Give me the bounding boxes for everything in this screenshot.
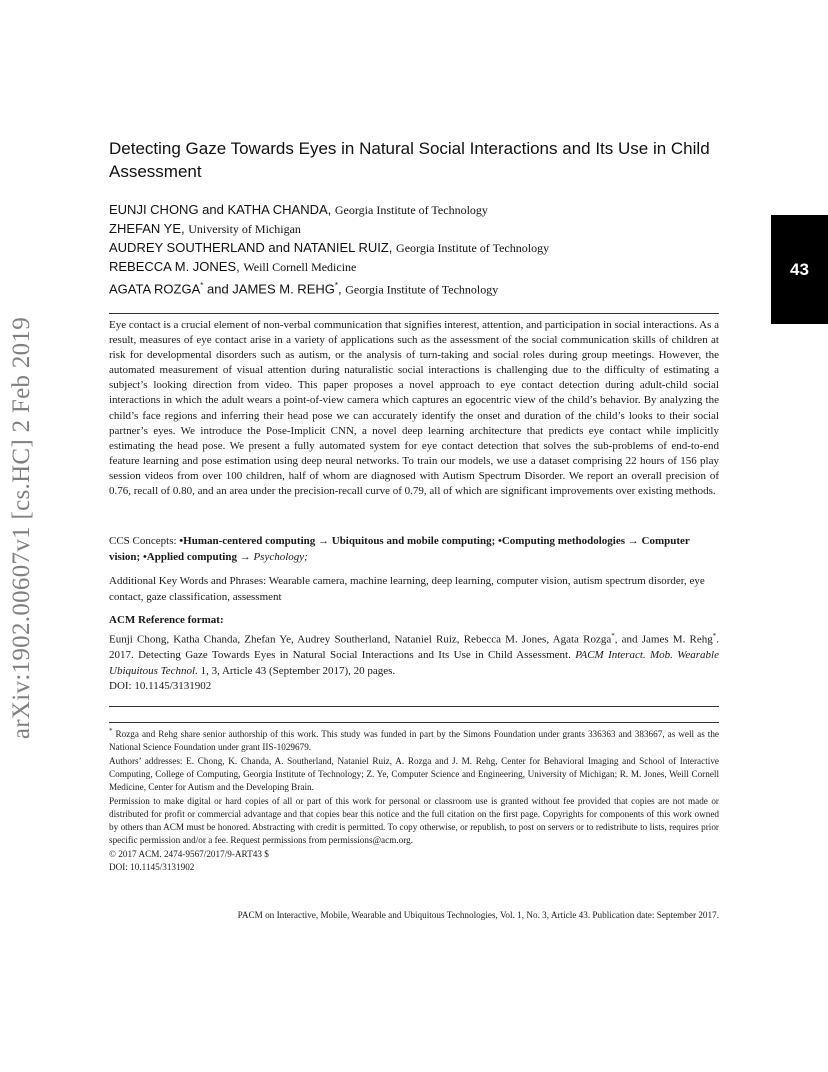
author-list: [109, 200, 719, 295]
author-line: [109, 257, 719, 276]
author-affiliation: Weill Cornell Medicine: [243, 260, 357, 274]
keywords: Additional Key Words and Phrases: Wearable camera, machine learning, deep learning, computer vision, autism spectrum disorder, eye contact, gaze classification, assessment: [109, 575, 705, 603]
paper-title: Detecting Gaze Towards Eyes in Natural Social Interactions and Its Use in Child Assessment: [109, 139, 710, 181]
abstract: Eye contact is a crucial element of non-verbal communication that signifies interest, attention, and participation in social interactions. As a result, measures of eye contact arise in a variety of applications such as the assessment of the social communication skills of children at risk for developmental disorders such as autism, or the analysis of turn-taking and social roles during group meetings. However, the automated measurement of visual attention during naturalistic social interactions is challenging due to the difficulty of estimating a subject’s looking direction from video. This paper proposes a novel approach to eye contact detection during adult-child social interactions in which the adult wears a point-of-view camera which captures an egocentric view of the child’s behavior. By analyzing the child’s face regions and inferring their head pose we can accurately identify the onset and duration of the child’s looks to their social partner’s eyes. We introduce the Pose-Implicit CNN, a novel deep learning architecture that predicts eye contact while implicitly estimating the head pose. We present a fully automated system for eye contact detection that solves the sub-problems of end-to-end feature learning and pose estimation using deep neural networks. To train our models, we use a dataset comprising 22 hours of 156 play session videos from over 100 children, half of whom are diagnosed with Autism Spectrum Disorder. We report an overall precision of 0.76, recall of 0.80, and an area under the precision-recall curve of 0.79, all of which are significant improvements over existing methods.: [109, 319, 719, 498]
author-line: [109, 238, 719, 257]
footnote-senior-authorship: [109, 725, 719, 755]
author-names: ,: [338, 281, 342, 297]
reference-venue: PACM Interact. Mob. Wearable Ubiquitous Technol.: [109, 649, 719, 677]
ccs-concept: •Applied computing →: [142, 550, 251, 563]
author-names: and JAMES M. REHG: [203, 281, 335, 297]
article-number-tab: [771, 215, 828, 324]
senior-author-mark: *: [200, 281, 204, 290]
author-affiliation: Georgia Institute of Technology: [396, 241, 550, 255]
arxiv-identifier-stamp: [2, 293, 42, 763]
running-footer: PACM on Interactive, Mobile, Wearable and Ubiquitous Technologies, Vol. 1, No. 3, Article 43. Publication date: September 2017.: [237, 910, 719, 920]
footnotes: [109, 725, 719, 874]
author-line: [109, 276, 719, 295]
senior-author-mark: *: [712, 632, 717, 640]
author-line: [109, 200, 719, 219]
ccs-concept-leaf: Psychology;: [253, 550, 308, 563]
author-line: [109, 219, 719, 238]
reference-text: . 2017. Detecting Gaze Towards Eyes in Natural Social Interactions and Its Use in Child Assessment.: [109, 633, 719, 662]
author-names: EUNJI CHONG and KATHA CHANDA,: [109, 202, 332, 217]
reference-authors: Eunji Chong, Katha Chanda, Zhefan Ye, Audrey Southerland, Nataniel Ruiz, Rebecca M. Jones, Agata Rozga: [109, 633, 612, 646]
article-number: 43: [790, 259, 809, 279]
author-affiliation: University of Michigan: [188, 222, 301, 236]
author-names: AGATA ROZGA: [109, 281, 201, 297]
footnote-rule: [109, 706, 719, 707]
footnote-copyright: © 2017 ACM. 2474-9567/2017/9-ART43 $: [109, 848, 269, 859]
ccs-concepts: [109, 534, 719, 565]
footnote-doi: DOI: 10.1145/3131902: [109, 862, 195, 873]
footnote-mark: *: [109, 727, 113, 735]
arxiv-identifier-text: arXiv:1902.00607v1 [cs.HC] 2 Feb 2019: [8, 316, 36, 740]
footnote-rule: [109, 722, 719, 723]
ccs-concept: •Computing methodologies → Computer vision;: [109, 535, 690, 563]
footnote-text: Rozga and Rehg share senior authorship of this work. This study was funded in part by the Simons Foundation under grants 336363 and 383667, as well as the National Science Foundation under grant IIS-1029679.: [109, 729, 719, 753]
footnote-permission: Permission to make digital or hard copies of all or part of this work for personal or classroom use is granted without fee provided that copies are not made or distributed for profit or commercial advantage and that copies bear this notice and the full citation on the first page. Copyrights for components of this work owned by others than ACM must be honored. Abstracting with credit is permitted. To copy otherwise, or republish, to post on servers or to redistribute to lists, requires prior specific permission and/or a fee. Request permissions from permissions@acm.org.: [109, 795, 719, 846]
reference-authors: , and James M. Rehg: [614, 633, 713, 646]
ccs-label: CCS Concepts:: [109, 535, 180, 547]
ccs-concept: •Human-centered computing → Ubiquitous and mobile computing;: [179, 535, 496, 547]
author-affiliation: Georgia Institute of Technology: [345, 282, 499, 297]
senior-author-mark: *: [611, 632, 615, 640]
reference-doi: DOI: 10.1145/3131902: [109, 680, 212, 693]
author-affiliation: Georgia Institute of Technology: [334, 203, 488, 217]
footnote-addresses: Authors’ addresses: E. Chong, K. Chanda, A. Southerland, Nataniel Ruiz, A. Rozga and J. M. Rehg, Center for Behavioral Imaging and School of Interactive Computing, College of Computing, Georgia Institute of Technology; Z. Ye, Computer Science and Engineering, University of Michigan; R. M. Jones, Weill Cornell Medicine, Center for Autism and the Developing Brain.: [109, 755, 719, 793]
header-rule: [109, 313, 719, 314]
senior-author-mark: *: [334, 281, 338, 290]
author-names: ZHEFAN YE,: [109, 221, 185, 236]
author-names: REBECCA M. JONES,: [109, 259, 240, 274]
reference-details: 1, 3, Article 43 (September 2017), 20 pages.: [197, 664, 396, 677]
acm-reference-heading: ACM Reference format:: [109, 614, 224, 626]
author-names: AUDREY SOUTHERLAND and NATANIEL RUIZ,: [109, 240, 393, 255]
acm-reference: [109, 629, 719, 695]
